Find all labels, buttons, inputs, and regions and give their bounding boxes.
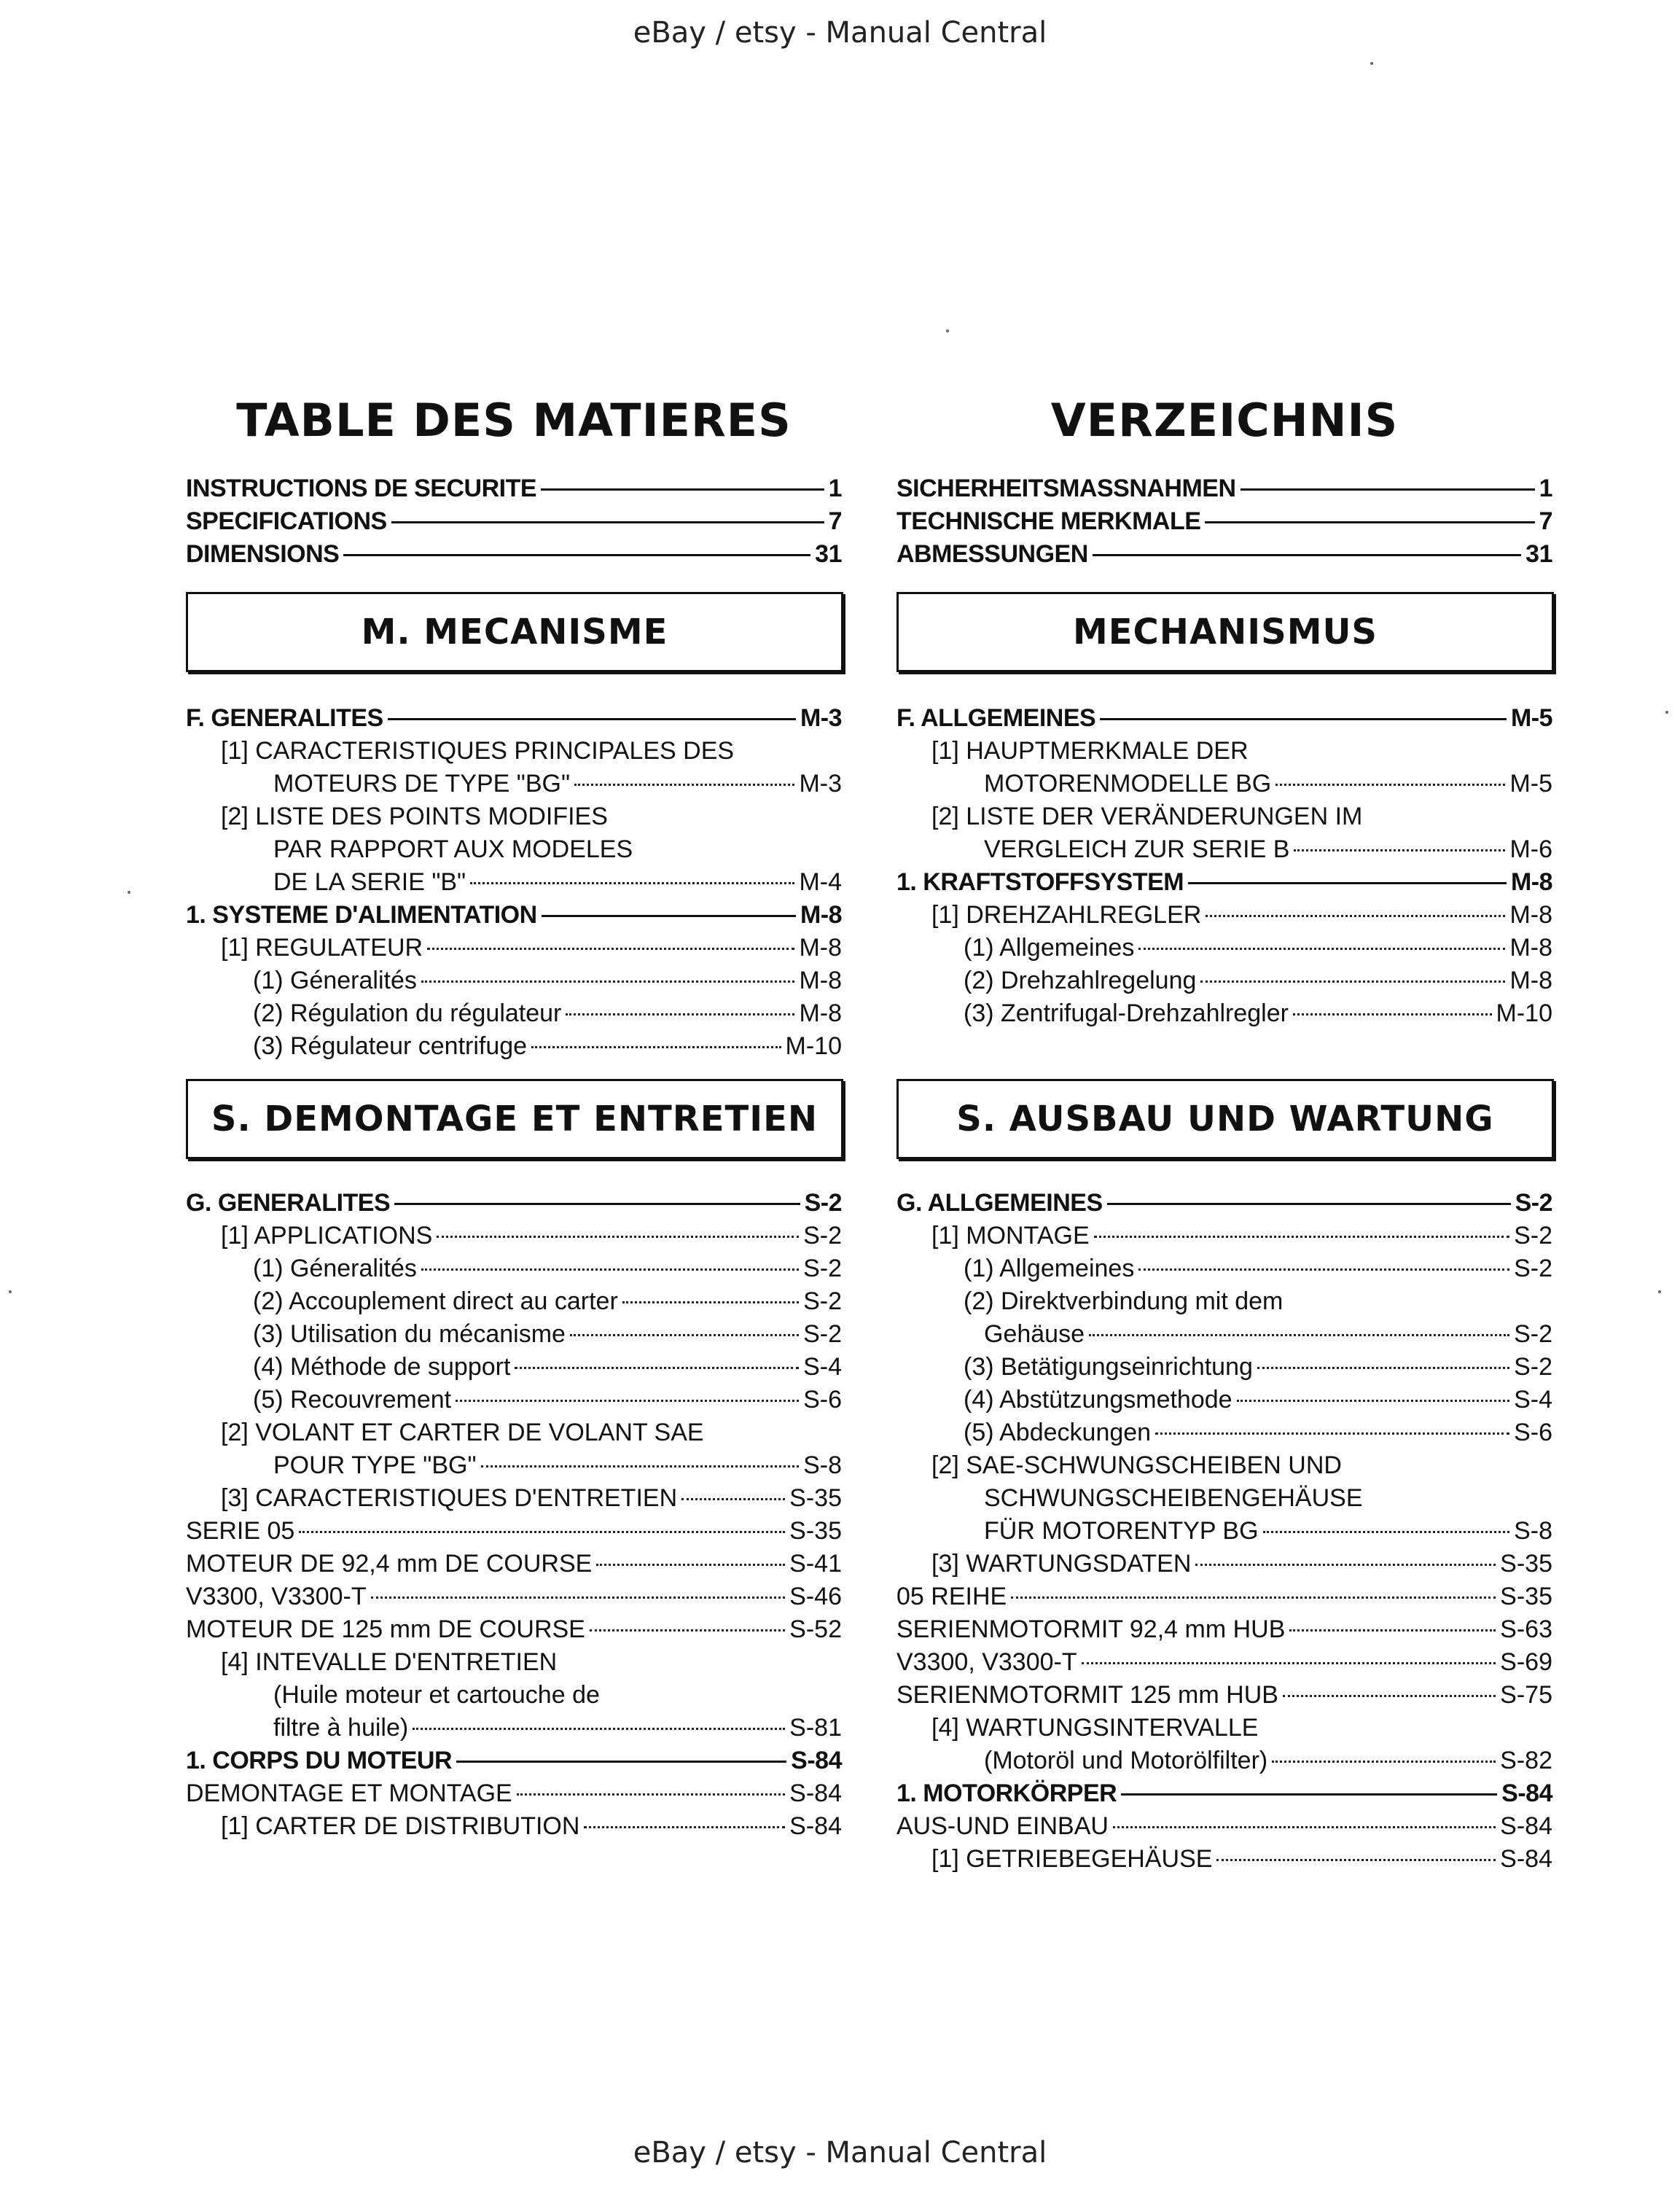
toc-entry: [186, 1416, 842, 1449]
toc-entry-label: ABMESSUNGEN: [896, 540, 1088, 568]
toc-entry-label: (5) Recouvrement: [253, 1386, 452, 1414]
toc-entry: [896, 1384, 1552, 1416]
toc-entry-page: S-46: [789, 1583, 842, 1610]
title-de: VERZEICHNIS: [1050, 394, 1399, 447]
toc-entry-label: [1] HAUPTMERKMALE DER: [931, 737, 1249, 765]
toc-entry: [896, 472, 1552, 505]
toc-leader: [1113, 1826, 1496, 1828]
toc-entry-label: DIMENSIONS: [186, 540, 340, 568]
toc-leader: [343, 554, 810, 556]
toc-entry: [896, 1548, 1552, 1580]
toc-entry: [896, 1220, 1552, 1252]
toc-s-fr: [186, 1187, 842, 1843]
toc-entry: [186, 1351, 842, 1384]
toc-entry: [896, 1449, 1552, 1482]
toc-entry: [186, 538, 842, 571]
toc-entry: [186, 932, 842, 964]
toc-entry-label: VERGLEICH ZUR SERIE B: [984, 835, 1290, 863]
toc-leader: [1138, 948, 1505, 950]
toc-entry-label: (1) Allgemeines: [964, 1255, 1135, 1282]
toc-leader: [1155, 1432, 1509, 1435]
toc-entry-page: S-69: [1500, 1648, 1552, 1676]
toc-entry: [896, 768, 1552, 800]
toc-m-de: [896, 702, 1552, 1030]
toc-entry: [186, 1187, 842, 1220]
toc-entry-page: S-84: [1500, 1812, 1552, 1840]
title-fr: TABLE DES MATIERES: [236, 394, 792, 447]
toc-leader: [391, 521, 824, 523]
toc-leader: [1089, 1334, 1509, 1336]
toc-entry-page: S-63: [1500, 1615, 1552, 1643]
toc-entry-label: PAR RAPPORT AUX MODELES: [273, 835, 633, 863]
toc-leader: [1275, 784, 1505, 786]
toc-leader: [574, 784, 794, 786]
toc-entry-label: SPECIFICATIONS: [186, 507, 387, 535]
toc-entry-page: S-2: [803, 1255, 842, 1282]
toc-entry: [186, 702, 842, 735]
toc-leader: [1216, 1859, 1496, 1861]
toc-leader: [470, 882, 794, 884]
toc-entry-label: (1) Allgemeines: [964, 934, 1135, 962]
toc-leader: [437, 1236, 799, 1238]
toc-entry-label: [1] REGULATEUR: [221, 934, 423, 962]
toc-leader: [596, 1564, 785, 1566]
toc-leader: [1206, 915, 1505, 917]
toc-leader: [299, 1531, 785, 1533]
toc-entry-label: POUR TYPE "BG": [273, 1451, 477, 1479]
toc-entry-page: M-5: [1510, 704, 1552, 732]
toc-entry-page: M-8: [799, 999, 842, 1027]
toc-entry: [896, 1416, 1552, 1449]
toc-entry-page: S-35: [1500, 1583, 1552, 1610]
toc-leader: [1293, 1013, 1492, 1015]
toc-entry-page: 1: [1539, 475, 1552, 502]
toc-entry-page: S-6: [803, 1386, 842, 1414]
toc-entry-page: S-2: [1515, 1189, 1552, 1217]
toc-entry: [186, 1449, 842, 1482]
toc-entry-label: (4) Méthode de support: [253, 1353, 511, 1381]
toc-entry-label: (Huile moteur et cartouche de: [273, 1681, 600, 1709]
toc-entry: [186, 768, 842, 800]
toc-entry-label: [1] CARACTERISTIQUES PRINCIPALES DES: [221, 737, 735, 765]
toc-entry-page: M-6: [1509, 835, 1552, 863]
toc-leader: [388, 718, 796, 720]
toc-entry: [186, 833, 842, 866]
toc-leader: [566, 1013, 794, 1015]
toc-entry-page: M-5: [1509, 770, 1552, 798]
toc-entry-label: FÜR MOTORENTYP BG: [984, 1517, 1259, 1545]
toc-s-de: [896, 1187, 1552, 1876]
toc-entry-page: 7: [828, 507, 842, 535]
toc-entry-page: M-10: [1496, 999, 1552, 1027]
toc-entry-label: (1) Géneralités: [253, 967, 417, 994]
toc-entry: [186, 1220, 842, 1252]
toc-entry-label: SERIENMOTORMIT 92,4 mm HUB: [896, 1615, 1286, 1643]
toc-leader: [456, 1761, 786, 1763]
section-header-s-fr: S. DEMONTAGE ET ENTRETIEN: [186, 1079, 843, 1159]
toc-entry-label: (3) Utilisation du mécanisme: [253, 1320, 566, 1348]
toc-entry-page: S-2: [803, 1287, 842, 1315]
toc-entry-label: INSTRUCTIONS DE SECURITE: [186, 475, 537, 502]
toc-entry-page: M-3: [800, 704, 842, 732]
toc-entry-label: MOTORENMODELLE BG: [984, 770, 1272, 798]
toc-entry-page: S-84: [1500, 1845, 1552, 1873]
toc-leader: [570, 1334, 799, 1336]
toc-leader: [427, 948, 794, 950]
watermark-bottom: eBay / etsy - Manual Central: [633, 2136, 1047, 2170]
toc-leader: [394, 1203, 800, 1205]
toc-entry-label: V3300, V3300-T: [186, 1583, 367, 1610]
toc-entry: [896, 1187, 1552, 1220]
toc-entry: [896, 1482, 1552, 1515]
toc-entry: [186, 1744, 842, 1777]
toc-entry-page: M-8: [1509, 901, 1552, 929]
toc-entry: [896, 702, 1552, 735]
toc-entry: [896, 505, 1552, 538]
toc-entry-page: S-2: [1514, 1320, 1552, 1348]
toc-entry: [186, 1515, 842, 1548]
toc-entry-page: 31: [815, 540, 842, 568]
toc-entry: [896, 1712, 1552, 1744]
toc-entry-label: 1. MOTORKÖRPER: [896, 1779, 1117, 1807]
toc-entry: [896, 1679, 1552, 1712]
scan-speck: [1658, 1290, 1661, 1293]
scan-speck: [9, 1290, 12, 1293]
toc-leader: [481, 1465, 800, 1467]
toc-leader: [1094, 1236, 1509, 1238]
toc-entry-label: (2) Régulation du régulateur: [253, 999, 562, 1027]
toc-entry: [186, 1318, 842, 1351]
section-header-s-de: S. AUSBAU UND WARTUNG: [896, 1079, 1554, 1159]
toc-entry-label: [2] VOLANT ET CARTER DE VOLANT SAE: [221, 1419, 704, 1446]
toc-entry-page: S-82: [1500, 1747, 1552, 1774]
toc-entry-label: G. ALLGEMEINES: [896, 1189, 1103, 1217]
toc-entry-page: M-8: [1509, 934, 1552, 962]
toc-entry-page: S-4: [803, 1353, 842, 1381]
toc-leader: [622, 1301, 799, 1303]
toc-leader: [1272, 1761, 1496, 1763]
toc-entry: [896, 1777, 1552, 1810]
toc-leader: [421, 1268, 799, 1271]
toc-entry-page: S-75: [1500, 1681, 1552, 1709]
toc-leader: [1205, 521, 1534, 523]
toc-entry-page: 31: [1525, 540, 1552, 568]
toc-entry: [896, 866, 1552, 899]
toc-entry-page: S-2: [1514, 1255, 1552, 1282]
toc-entry-page: S-2: [803, 1320, 842, 1348]
toc-leader: [371, 1597, 786, 1599]
scan-speck: [128, 891, 130, 894]
toc-leader: [1195, 1564, 1496, 1566]
toc-leader: [515, 1367, 799, 1369]
toc-entry: [186, 899, 842, 932]
toc-entry: [186, 1679, 842, 1712]
toc-entry-label: TECHNISCHE MERKMALE: [896, 507, 1201, 535]
toc-entry-label: (5) Abdeckungen: [964, 1419, 1152, 1446]
toc-m-fr: [186, 702, 842, 1063]
toc-entry: [896, 997, 1552, 1030]
scan-speck: [946, 330, 949, 332]
toc-entry: [186, 1548, 842, 1580]
toc-entry-label: (2) Direktverbindung mit dem: [964, 1287, 1284, 1315]
toc-leader: [1011, 1597, 1496, 1599]
toc-entry-label: SCHWUNGSCHEIBENGEHÄUSE: [984, 1484, 1363, 1512]
toc-entry: [896, 1515, 1552, 1548]
toc-front-fr: [186, 472, 842, 571]
toc-entry: [896, 1744, 1552, 1777]
toc-entry: [896, 1613, 1552, 1646]
toc-entry: [896, 1252, 1552, 1285]
toc-leader: [542, 915, 796, 917]
toc-leader: [590, 1629, 785, 1632]
toc-entry-page: S-41: [789, 1550, 842, 1578]
toc-leader: [1241, 488, 1535, 491]
toc-leader: [1121, 1793, 1497, 1796]
toc-entry: [186, 1384, 842, 1416]
toc-leader: [1107, 1203, 1511, 1205]
toc-entry-label: SERIE 05: [186, 1517, 295, 1545]
toc-entry-page: S-2: [1514, 1222, 1552, 1250]
toc-leader: [517, 1793, 785, 1796]
toc-entry-label: DEMONTAGE ET MONTAGE: [186, 1779, 512, 1807]
toc-entry-page: S-8: [803, 1451, 842, 1479]
toc-entry-label: MOTEUR DE 92,4 mm DE COURSE: [186, 1550, 593, 1578]
toc-entry-page: M-8: [1510, 868, 1552, 896]
toc-entry-page: S-8: [1514, 1517, 1552, 1545]
toc-entry: [896, 1318, 1552, 1351]
toc-entry-page: S-2: [1514, 1353, 1552, 1381]
toc-leader: [531, 1046, 781, 1048]
toc-entry-label: AUS-UND EINBAU: [896, 1812, 1109, 1840]
toc-entry-label: [1] GETRIEBEGEHÄUSE: [931, 1845, 1213, 1873]
toc-entry: [186, 1030, 842, 1063]
toc-entry: [896, 833, 1552, 866]
toc-entry-page: S-81: [789, 1714, 842, 1742]
toc-entry: [896, 899, 1552, 932]
toc-entry: [896, 1285, 1552, 1318]
toc-entry-label: F. GENERALITES: [186, 704, 383, 732]
section-header-m-fr: M. MECANISME: [186, 592, 843, 672]
toc-leader: [1138, 1268, 1509, 1271]
toc-entry: [186, 1613, 842, 1646]
toc-entry-label: [1] MONTAGE: [931, 1222, 1090, 1250]
toc-leader: [1263, 1531, 1510, 1533]
toc-leader: [1283, 1695, 1496, 1697]
toc-leader: [421, 981, 795, 983]
toc-entry-page: S-52: [789, 1615, 842, 1643]
toc-entry-label: [1] CARTER DE DISTRIBUTION: [221, 1812, 580, 1840]
toc-entry-label: G. GENERALITES: [186, 1189, 391, 1217]
toc-leader: [456, 1400, 799, 1402]
section-header-m-de: MECHANISMUS: [896, 592, 1554, 672]
toc-leader: [1289, 1629, 1496, 1632]
toc-entry-page: S-35: [789, 1517, 842, 1545]
toc-entry-label: (3) Régulateur centrifuge: [253, 1032, 528, 1060]
toc-entry-label: [2] SAE-SCHWUNGSCHEIBEN UND: [931, 1451, 1342, 1479]
toc-entry: [186, 1285, 842, 1318]
toc-entry-label: (3) Zentrifugal-Drehzahlregler: [964, 999, 1289, 1027]
toc-entry-label: [4] INTEVALLE D'ENTRETIEN: [221, 1648, 558, 1676]
toc-entry-label: filtre à huile): [273, 1714, 409, 1742]
toc-entry-page: M-8: [799, 967, 842, 994]
toc-leader: [413, 1728, 785, 1730]
toc-entry-page: S-84: [1501, 1779, 1552, 1807]
toc-entry-page: S-2: [803, 1222, 842, 1250]
toc-entry-label: V3300, V3300-T: [896, 1648, 1077, 1676]
toc-entry: [186, 866, 842, 899]
toc-entry-label: (2) Accouplement direct au carter: [253, 1287, 618, 1315]
toc-entry-page: S-2: [804, 1189, 842, 1217]
toc-entry-page: S-35: [1500, 1550, 1552, 1578]
toc-entry: [896, 538, 1552, 571]
toc-leader: [1294, 849, 1505, 851]
toc-entry: [186, 472, 842, 505]
toc-entry: [186, 735, 842, 768]
toc-entry-label: F. ALLGEMEINES: [896, 704, 1096, 732]
toc-entry: [896, 932, 1552, 964]
toc-entry-page: S-84: [791, 1747, 842, 1774]
toc-entry-label: [3] WARTUNGSDATEN: [931, 1550, 1192, 1578]
toc-entry: [896, 1646, 1552, 1679]
toc-entry: [186, 964, 842, 997]
toc-entry: [896, 1810, 1552, 1843]
toc-entry-label: (Motoröl und Motorölfilter): [984, 1747, 1268, 1774]
toc-entry: [896, 735, 1552, 768]
toc-entry-page: M-8: [800, 901, 842, 929]
toc-entry: [186, 800, 842, 833]
toc-entry: [186, 1646, 842, 1679]
toc-leader: [584, 1826, 785, 1828]
toc-leader: [1082, 1662, 1496, 1664]
toc-entry-page: M-8: [799, 934, 842, 962]
toc-entry: [896, 964, 1552, 997]
scan-speck: [1665, 711, 1668, 714]
toc-entry-label: 1. CORPS DU MOTEUR: [186, 1747, 453, 1774]
toc-entry-page: S-84: [789, 1812, 842, 1840]
toc-entry: [186, 1777, 842, 1810]
toc-entry-label: [3] CARACTERISTIQUES D'ENTRETIEN: [221, 1484, 678, 1512]
toc-entry-label: MOTEURS DE TYPE "BG": [273, 770, 571, 798]
toc-entry-label: SERIENMOTORMIT 125 mm HUB: [896, 1681, 1278, 1709]
toc-leader: [1100, 718, 1507, 720]
toc-entry-page: S-84: [789, 1779, 842, 1807]
toc-entry-page: S-6: [1514, 1419, 1552, 1446]
toc-entry-label: MOTEUR DE 125 mm DE COURSE: [186, 1615, 585, 1643]
toc-entry-page: 7: [1539, 507, 1552, 535]
toc-entry-label: DE LA SERIE "B": [273, 868, 466, 896]
toc-entry-label: [2] LISTE DER VERÄNDERUNGEN IM: [931, 803, 1363, 830]
toc-entry-label: (3) Betätigungseinrichtung: [964, 1353, 1253, 1381]
watermark-top: eBay / etsy - Manual Central: [633, 16, 1047, 50]
toc-entry-label: (4) Abstützungsmethode: [964, 1386, 1232, 1414]
toc-entry-page: M-4: [799, 868, 842, 896]
toc-entry-label: [4] WARTUNGSINTERVALLE: [931, 1714, 1259, 1742]
toc-entry-label: (1) Géneralités: [253, 1255, 417, 1282]
toc-entry: [186, 1580, 842, 1613]
toc-entry-page: S-35: [789, 1484, 842, 1512]
toc-entry: [896, 800, 1552, 833]
toc-entry: [896, 1351, 1552, 1384]
toc-front-de: [896, 472, 1552, 571]
toc-entry-label: SICHERHEITSMASSNAHMEN: [896, 475, 1236, 502]
toc-entry: [186, 505, 842, 538]
toc-entry: [186, 1810, 842, 1843]
toc-entry: [186, 1712, 842, 1744]
toc-entry-label: Gehäuse: [984, 1320, 1085, 1348]
toc-entry-label: [2] LISTE DES POINTS MODIFIES: [221, 803, 608, 830]
toc-entry-label: [1] APPLICATIONS: [221, 1222, 433, 1250]
toc-leader: [1093, 554, 1521, 556]
toc-entry: [186, 1252, 842, 1285]
toc-leader: [681, 1498, 785, 1500]
toc-entry-label: 1. SYSTEME D'ALIMENTATION: [186, 901, 537, 929]
toc-entry-page: 1: [828, 475, 842, 502]
toc-entry: [896, 1580, 1552, 1613]
toc-entry-page: M-3: [799, 770, 842, 798]
toc-entry-page: S-4: [1514, 1386, 1552, 1414]
toc-entry: [186, 997, 842, 1030]
toc-entry-label: [1] DREHZAHLREGLER: [931, 901, 1202, 929]
toc-entry-label: (2) Drehzahlregelung: [964, 967, 1197, 994]
toc-leader: [1188, 882, 1507, 884]
toc-leader: [1200, 981, 1505, 983]
scan-speck: [1370, 62, 1373, 65]
toc-entry: [186, 1482, 842, 1515]
toc-leader: [541, 488, 824, 491]
toc-leader: [1257, 1367, 1509, 1369]
toc-entry-page: M-10: [785, 1032, 842, 1060]
toc-entry: [896, 1843, 1552, 1876]
toc-entry-label: 1. KRAFTSTOFFSYSTEM: [896, 868, 1184, 896]
toc-entry-label: 05 REIHE: [896, 1583, 1007, 1610]
toc-leader: [1237, 1400, 1510, 1402]
toc-entry-page: M-8: [1509, 967, 1552, 994]
